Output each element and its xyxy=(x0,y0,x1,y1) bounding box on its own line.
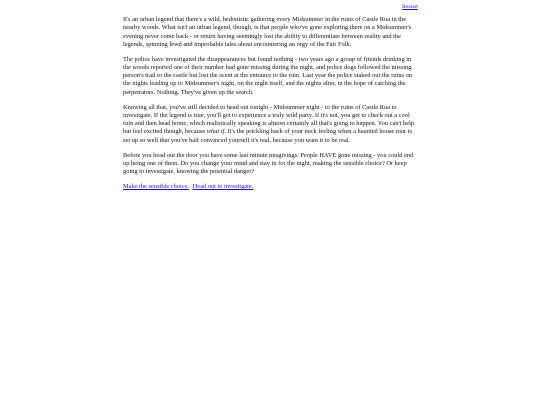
restart-link[interactable]: Restart xyxy=(402,4,418,10)
paragraph-decision-start: Knowing all that, you've still decided to head out tonight - Midsummer night - to the ruins of Castle Rua to investigate. If the legend is true, you'll get to experience a truly wild party. If it's not, you get to check out a cool ruin and then head home, which realistically speaking is almost certainly all that's going to happen. You can't help but feel excited though, because xyxy=(123,103,415,136)
paragraph-decision-end: . It's the prickling back of your neck feeling when a haunted house tour is set up so well that you've half convinced yourself it's real, because you want it to be real. xyxy=(123,128,413,144)
paragraph-police: The police have investigated the disappearances but found nothing - two years ago a group of friends drinking in the woods reported one of their number had gone missing during the night, and police dogs followed the missing person's trail to the castle but lost the scent at the entrance to the ruin. Last year the police staked out the ruins on the nights leading up to Midsummer's night, on the night itself, and the nights after, in the hope of catching the perpetrators. Nothing. They've given up the search. xyxy=(123,55,412,96)
choice-investigate-link[interactable]: Head out to investigate. xyxy=(192,183,254,191)
paragraph-misgivings: Before you head out the door you have some last minute misgivings. People HAVE gone missing - you could end up being one of them. Do you change your mind and stay in for the night, making the sensible choice? Or keep going to investigate, knowing the potential danger? xyxy=(123,151,414,176)
emphasis-what-if: what if xyxy=(206,128,225,136)
restart-row xyxy=(123,4,418,11)
paragraph-decision xyxy=(123,104,418,145)
choice-list xyxy=(123,183,418,191)
story-passage xyxy=(123,4,418,199)
choice-sensible-link[interactable]: Make the sensible choice. xyxy=(123,183,190,191)
paragraph-legend: It's an urban legend that there's a wild, hedonistic gathering every Midsummer in the ruins of Castle Rua in the nearby woods. What isn't an urban legend, though, is that people who've gone exploring there on a Midsummer's evening never come back - or return having seemingly lost the ability to differentiate between reality and the legends, spinning lewd and improbable tales about encountering an orgy of the Fair Folk. xyxy=(123,16,412,48)
